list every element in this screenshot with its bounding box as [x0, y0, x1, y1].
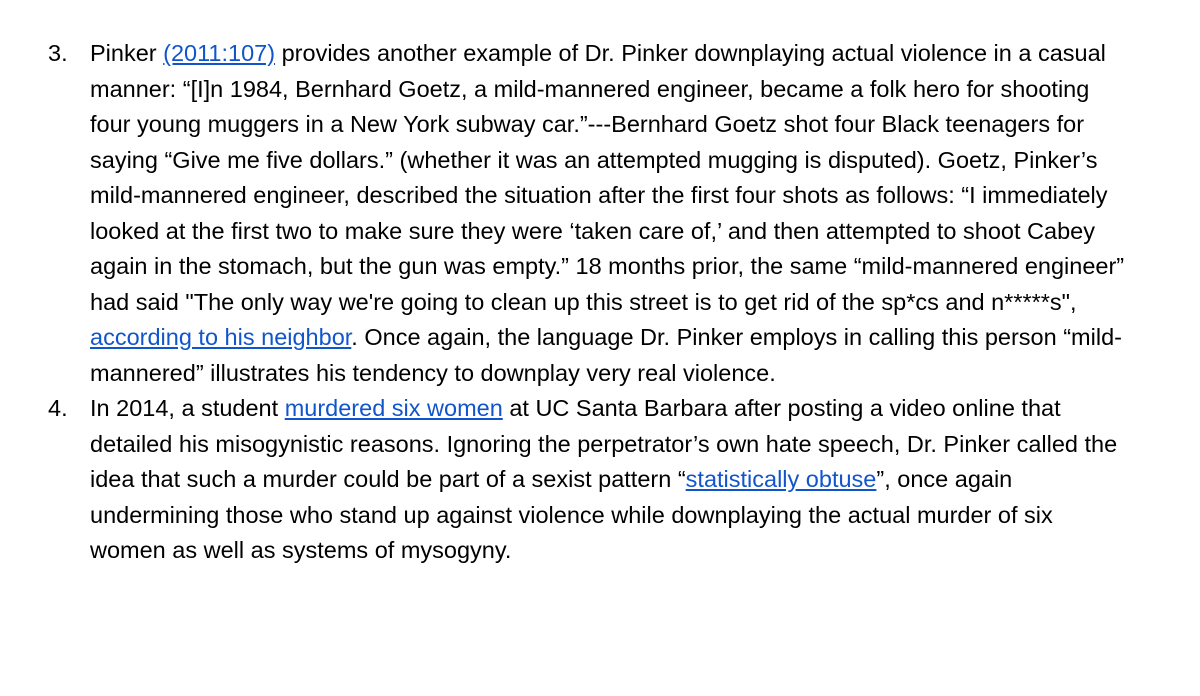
item-text: provides another example of Dr. Pinker downplaying actual violence in a casual manner: “[I]n 1984, Bernhard Goetz, a mild-mannered engineer, became a folk hero for shooting four young muggers in a New York subway car.”---Bernhard Goetz shot four Black teenagers for saying “Give me five dollars.” (whether it was an attempted mugging is disputed). Goetz, Pinker’s mild-mannered engineer, described the situation after the first four shots as follows: “I immediately looked at the first two to make sure they were ‘taken care of,’ and then attempted to shoot Cabey again in the stomach, but the gun was empty.” 18 months prior, the same “mild-mannered engineer” had said "The only way we're going to clean up this street is to get rid of the sp*cs and n*****s", [90, 40, 1125, 315]
list-item-4 [0, 391, 1130, 569]
list-item-3 [0, 36, 1130, 391]
list-number: 4. [48, 395, 68, 421]
neighbor-source-link[interactable]: according to his neighbor [90, 324, 352, 350]
item-text: Pinker [90, 40, 164, 66]
citation-link-2011-107[interactable]: (2011:107) [163, 40, 276, 66]
item-text: . Once again, the language Dr. Pinker employs in calling this person “mild-mannered” illustrates his tendency to downplay very real violence. [90, 324, 1122, 386]
numbered-list [0, 36, 1200, 569]
list-number: 3. [48, 40, 68, 66]
item-text: at UC Santa Barbara after posting a video online that detailed his misogynistic reasons. Ignoring the perpetrator’s own hate speech, Dr. Pinker called the idea that such a murder could be part of a sexist pattern “ [90, 395, 1118, 492]
murdered-six-women-link[interactable]: murdered six women [284, 395, 503, 421]
item-text: ”, once again undermining those who stand up against violence while downplaying the actual murder of six women as well as systems of mysogyny. [90, 466, 1053, 563]
statistically-obtuse-link[interactable]: statistically obtuse [685, 466, 877, 492]
item-text: In 2014, a student [90, 395, 285, 421]
